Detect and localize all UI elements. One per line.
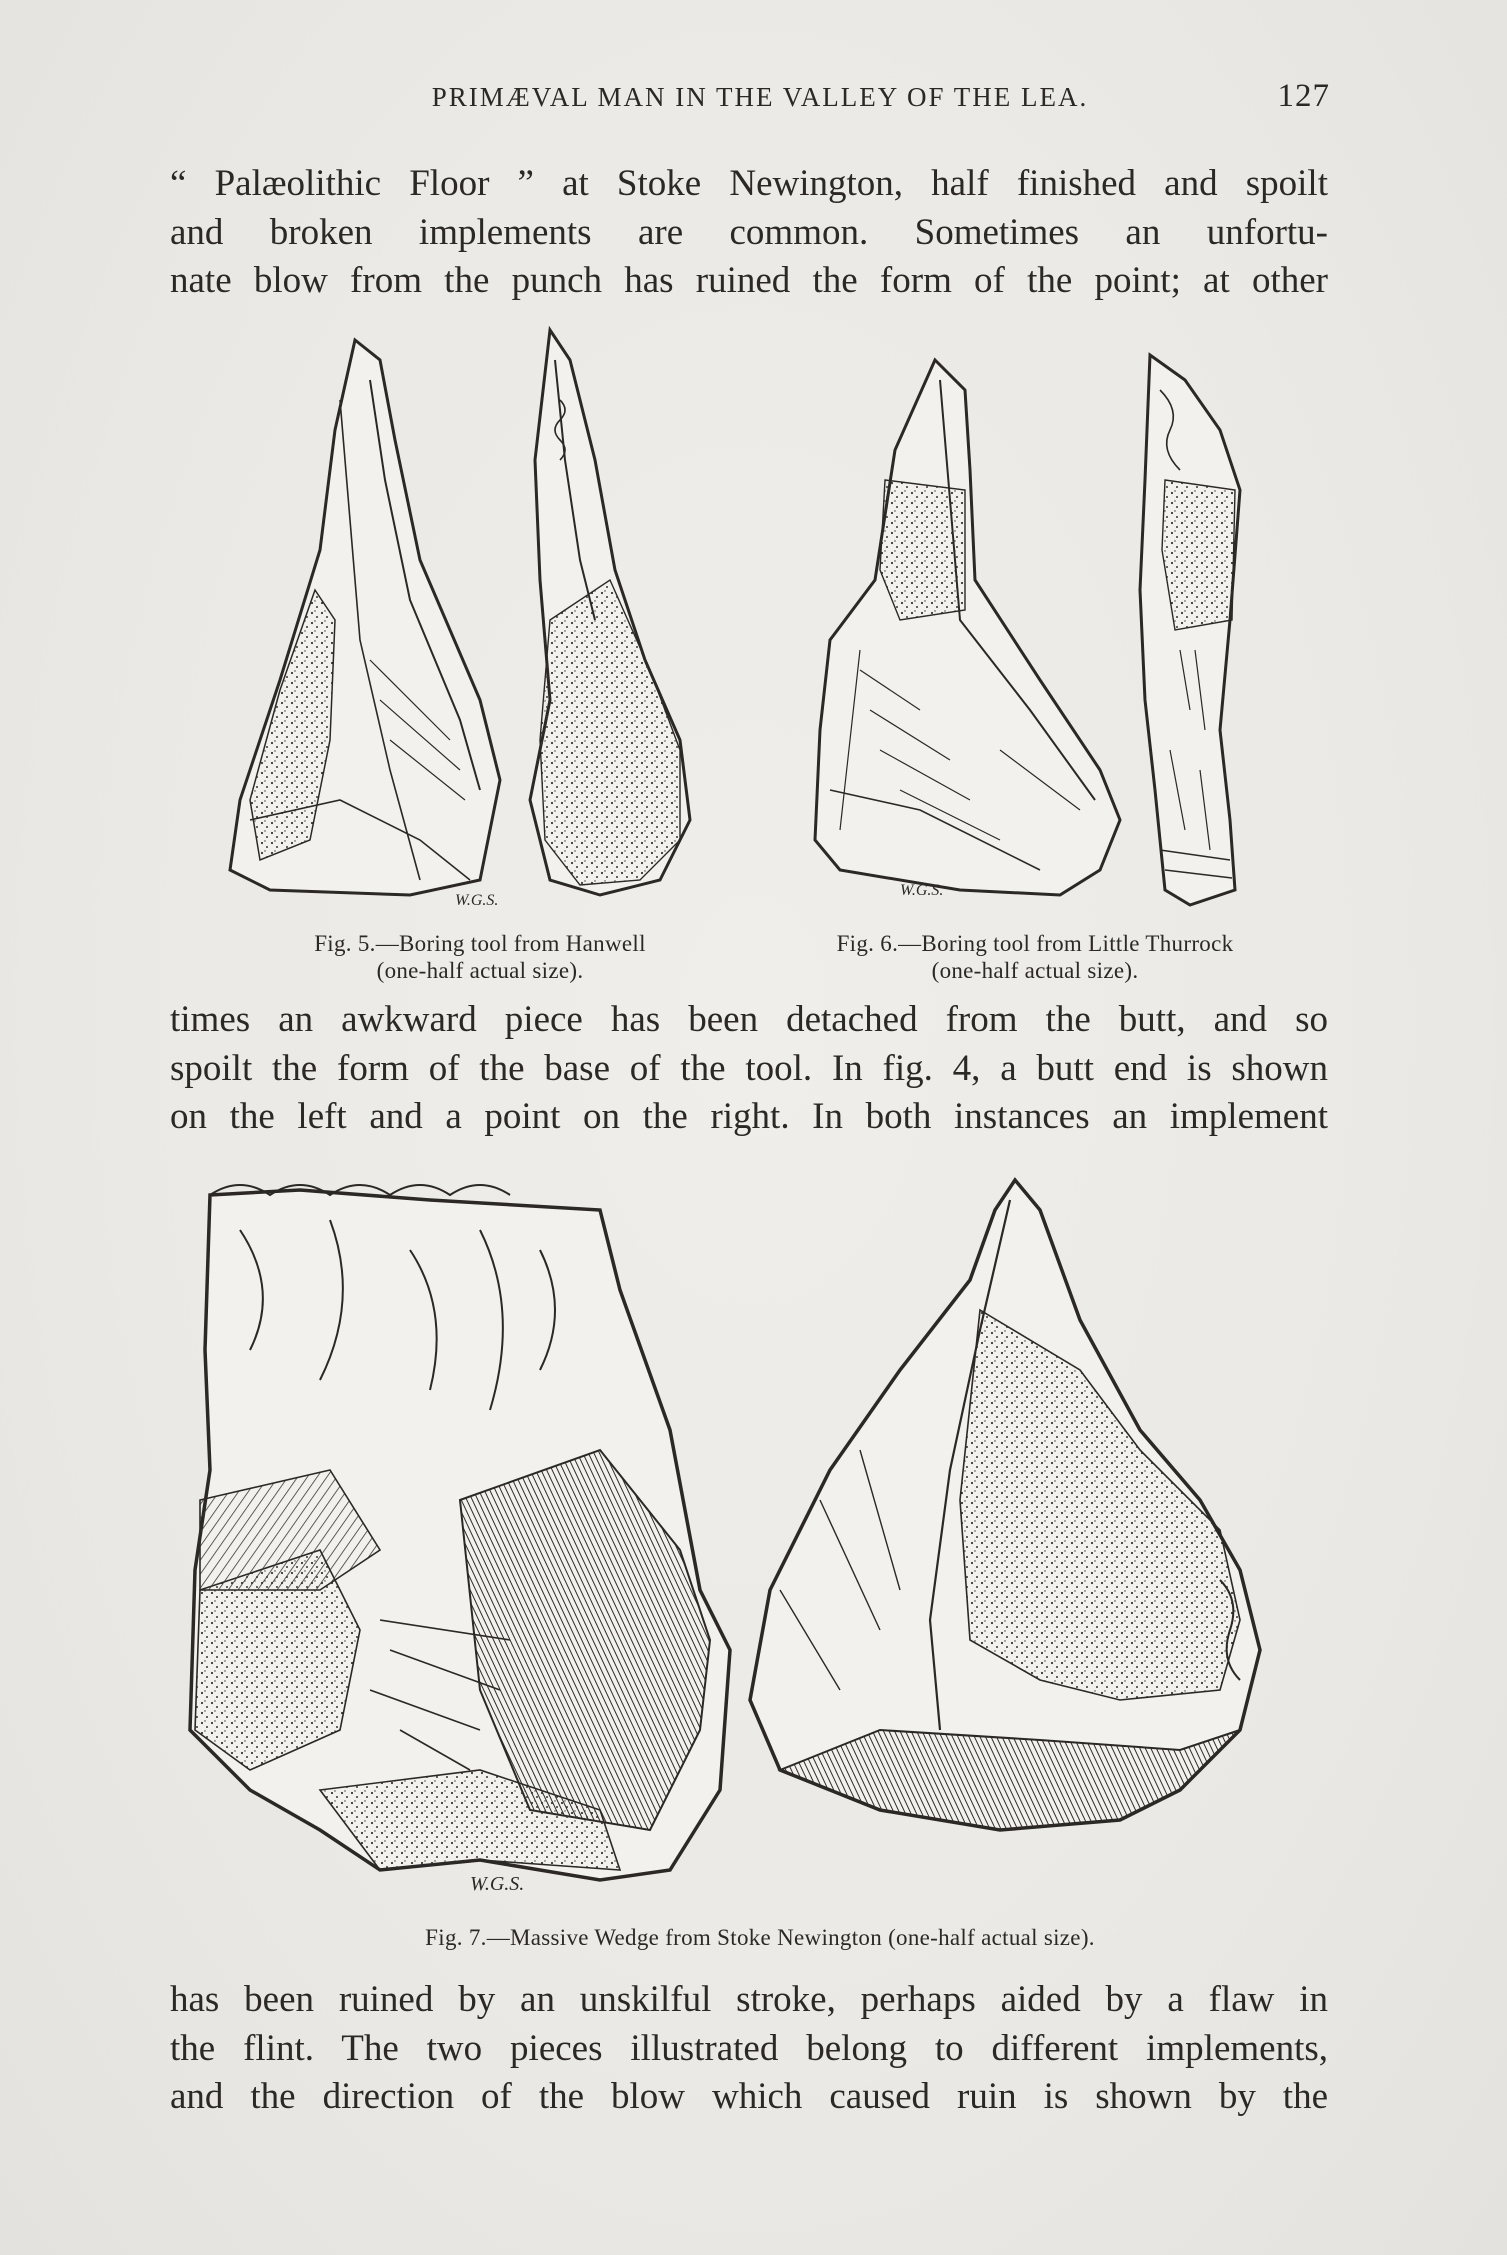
text-line: and broken implements are common. Sometimes an unfortu-: [170, 211, 1328, 253]
engraver-signature: W.G.S.: [455, 892, 499, 909]
hanwell-tool-side-view: [530, 330, 690, 895]
fig6-illustration: [800, 350, 1290, 920]
fig5-caption: [250, 930, 710, 984]
wedge-butt-end: [190, 1185, 730, 1880]
fig6-caption-line2: (one-half actual size).: [931, 958, 1139, 983]
paragraph-1: [170, 160, 1328, 306]
fig7-caption: Fig. 7.—Massive Wedge from Stoke Newington (one-half actual size).: [425, 1925, 1095, 1950]
text-line: times an awkward piece has been detached from the butt, and so: [170, 999, 1328, 1040]
fig6-caption-line1: Fig. 6.—Boring tool from Little Thurrock: [836, 931, 1234, 956]
fig7-illustration: [180, 1170, 1330, 1910]
fig5-caption-line2: (one-half actual size).: [376, 958, 584, 983]
text-line: on the left and a point on the right. In both instances an implement: [170, 1096, 1328, 1137]
engraver-signature: W.G.S.: [900, 882, 944, 899]
wedge-point-end: [750, 1180, 1260, 1830]
hanwell-tool-front-view: [230, 340, 500, 895]
fig5-illustration: [220, 320, 740, 920]
thurrock-tool-front-view: [815, 360, 1120, 895]
fig6-caption: [780, 930, 1290, 984]
text-line: has been ruined by an unskilful stroke, perhaps aided by a flaw in: [170, 1979, 1328, 2020]
thurrock-tool-side-view: [1140, 355, 1240, 905]
running-head: [170, 78, 1330, 122]
engraver-signature: W.G.S.: [470, 1873, 525, 1895]
paragraph-3: [170, 1976, 1328, 2122]
text-line: nate blow from the punch has ruined the form of the point; at other: [170, 260, 1328, 301]
paragraph-2: [170, 996, 1328, 1142]
text-line: and the direction of the blow which caused ruin is shown by the: [170, 2076, 1328, 2117]
text-line: “ Palæolithic Floor ” at Stoke Newington, half finished and spoilt: [170, 163, 1328, 204]
text-line: spoilt the form of the base of the tool. In fig. 4, a butt end is shown: [170, 1047, 1328, 1089]
page-number: 127: [1277, 78, 1330, 114]
running-head-title: PRIMÆVAL MAN IN THE VALLEY OF THE LEA.: [431, 82, 1089, 112]
text-line: the flint. The two pieces illustrated belong to different implements,: [170, 2027, 1328, 2069]
fig5-caption-line1: Fig. 5.—Boring tool from Hanwell: [314, 931, 646, 956]
